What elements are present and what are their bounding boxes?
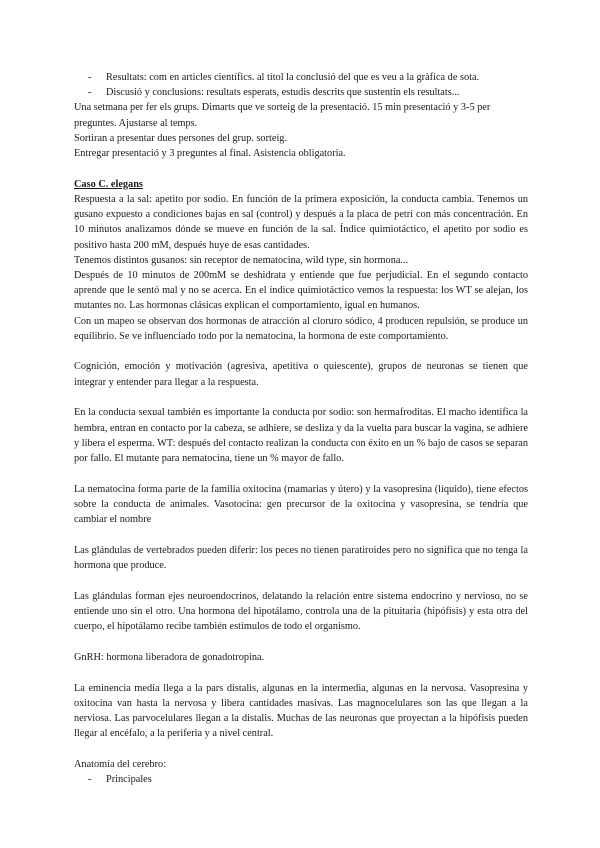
- bullet-dash: -: [88, 72, 92, 83]
- paragraph: Tenemos distintos gusanos: sin receptor de nematocina, wild type, sin hormona...: [74, 254, 409, 266]
- bullet-dash: -: [88, 774, 92, 786]
- list-item-text: Resultats: com en articles científics. al títol la conclusió del que es veu a la gràfica de sota.: [106, 72, 480, 83]
- paragraph: Las glándulas de vertebrados pueden diferir: los peces no tienen paratiroides pero no significa que no tenga la hormona que produce.: [74, 544, 528, 571]
- subheading: Anatomía del cerebro:: [74, 758, 167, 770]
- paragraph: Cognición, emoción y motivación (agresiva, apetitiva o quiescente), grupos de neuronas se tienen que integrar y entender para llegar a la respuesta.: [74, 361, 528, 388]
- intro-line: Una setmana per fer els grups. Dimarts que ve sorteig de la presentació. 15 min presentació y 3-5 per preguntes. Ajustarse al temps.: [74, 102, 491, 129]
- paragraph: Con un mapeo se observan dos hormonas de atracción al cloruro sódico, 4 producen repulsión, se produce un equilibrio. Se ve influenciado todo por la nematocina, la hormona de este comportamiento.: [74, 315, 528, 342]
- bullet-dash: -: [88, 87, 92, 99]
- paragraph: La eminencia media llega a la pars distalis, algunas en la intermedia, algunas en la nervosa. Vasopresina y oxitocina van hasta la nervosa y libera cantidades masivas. Las magnocelulares son las que llegan a la nerviosa. Las parvocelulares llegan a la distalis. Muchas de las neuronas que proyectan a la hipófisis pueden llegar al encéfalo, a la periferia y a nivel central.: [74, 682, 528, 740]
- intro-line: Sortiran a presentar dues persones del grup. sorteig.: [74, 132, 288, 144]
- list-item: [74, 772, 528, 787]
- section-heading: Caso C. elegans: [74, 178, 143, 190]
- list-item: [74, 70, 528, 85]
- paragraph: La nematocina forma parte de la familia oxitocina (mamarias y útero) y la vasopresina (líquido), tiene efectos sobre la conducta de animales. Vasotocina: gen precursor de la oxitocina y vasopresina, se tendría que cambiar el nombre: [74, 483, 528, 526]
- intro-line: Entregar presentació y 3 preguntes al final. Asistencia obligatoria.: [74, 148, 346, 160]
- paragraph: Las glándulas forman ejes neuroendocrinos, delatando la relación entre sistema endocrino y nervioso, no se entiende uno sin el otro. Una hormona del hipotálamo, controla una de la pituitaria (hipófisis) y esta otra del cuerpo, el hipotálamo recibe también estímulos de todo el organismo.: [74, 590, 528, 633]
- list-item-text: Discusió y conclusions: resultats esperats, estudis descrits que sustentin els resultats...: [106, 87, 460, 99]
- list-item: [74, 85, 528, 100]
- paragraph: Respuesta a la sal: apetito por sodio. En función de la primera exposición, la conducta cambia. Tenemos un gusano expuesto a condiciones bajas en sal (control) y después a la placa de petri con más concentración. En 10 minutos analizamos dónde se mueve en función de la sal. Índice quimiotáctico, el apetito por sodio es positivo hasta 200 mM, después huye de esas cantidades.: [74, 193, 528, 251]
- paragraph: Después de 10 minutos de 200mM se deshidrata y entiende que fue perjudicial. En el segundo contacto aprende que le sentó mal y no se acerca. En el índice quimiotáctico vemos la respuesta: los WT se alejan, los mutantes no. Las hormonas clásicas explican el comportamiento, igual en humanos.: [74, 269, 528, 312]
- paragraph: En la conducta sexual también es importante la conducta por sodio: son hermafroditas. El macho identifica la hembra, entran en contacto por la cabeza, se adhiere, se desliza y da la vuelta para buscar la vagina, se adhiere y libera el esperma. WT: después del contacto realizan la conducta con éxito en un % bajo de casos se separan por fallo. El mutante para nematocina, tiene un % mayor de fallo.: [74, 407, 528, 464]
- document-page: [74, 70, 528, 787]
- list-item-text: Principales: [106, 774, 152, 786]
- paragraph: GnRH: hormona liberadora de gonadotropina.: [74, 651, 265, 663]
